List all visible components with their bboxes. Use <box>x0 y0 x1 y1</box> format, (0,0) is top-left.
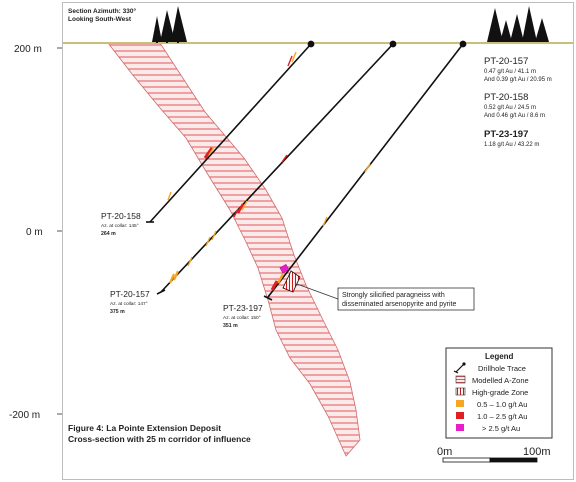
hole-depth: 375 m <box>110 309 125 315</box>
assay-low <box>206 237 210 246</box>
result-line: And 0.39 g/t Au / 20.95 m <box>484 77 552 83</box>
result-line: 1.18 g/t Au / 43.22 m <box>484 142 540 148</box>
drillhole-traces <box>146 41 466 300</box>
legend-zone-swatch <box>456 376 465 383</box>
legend-mid-swatch <box>456 412 464 419</box>
tree-icon <box>510 14 524 42</box>
y-tick-label: 200 m <box>14 44 42 55</box>
callout-line-2: disseminated arsenopyrite and pyrite <box>342 301 457 308</box>
legend-title: Legend <box>485 352 514 361</box>
legend-hg-swatch <box>456 388 465 395</box>
result-hole-name: PT-20-158 <box>484 92 529 103</box>
drillhole-collar <box>460 41 465 46</box>
result-hole-name: PT-23-197 <box>484 129 529 140</box>
figure-caption-subtitle: Cross-section with 25 m corridor of influence <box>68 434 251 444</box>
hole-azimuth: Az. at collar: 145° <box>101 224 139 229</box>
hole-depth: 264 m <box>101 231 116 237</box>
legend-label: > 2.5 g/t Au <box>482 424 521 433</box>
modelled-a-zone <box>108 43 360 456</box>
hole-depth: 351 m <box>223 323 238 329</box>
result-hole-name: PT-20-157 <box>484 56 529 67</box>
legend-low-swatch <box>456 400 464 407</box>
legend-label: Modelled A-Zone <box>472 376 529 385</box>
scale-bar-segment <box>490 458 537 462</box>
section-azimuth-label: Section Azimuth: 330° <box>68 8 137 15</box>
tree-icon-group-left <box>152 6 187 43</box>
y-axis <box>9 44 62 421</box>
hole-label-pt-20-157 <box>110 289 150 315</box>
hole-azimuth: Az. at collar: 147° <box>110 302 148 307</box>
tree-icon <box>535 18 549 42</box>
tree-icon <box>171 6 187 42</box>
tree-icon <box>487 8 503 42</box>
tree-icon <box>522 6 537 42</box>
legend-label: High-grade Zone <box>472 388 529 397</box>
result-line: 0.47 g/t Au / 41.1 m <box>484 69 537 75</box>
legend-label: 1.0 – 2.5 g/t Au <box>477 412 528 421</box>
drillhole-collar <box>308 41 313 46</box>
hole-name: PT-20-158 <box>101 211 141 221</box>
scale-end-label: 100m <box>523 446 551 458</box>
legend-label: 0.5 – 1.0 g/t Au <box>477 400 528 409</box>
tree-icon-group-right <box>487 6 549 42</box>
drillhole-end-tick <box>157 290 165 294</box>
drillhole-collar <box>390 41 395 46</box>
y-tick-label: -200 m <box>9 410 41 421</box>
legend <box>446 348 552 438</box>
legend-high-swatch <box>456 424 464 431</box>
assay-low <box>365 164 370 172</box>
hole-azimuth: Az. at collar: 150° <box>223 316 261 321</box>
result-line: 0.52 g/t Au / 24.5 m <box>484 105 537 111</box>
hole-label-pt-23-197 <box>223 303 263 329</box>
hole-name: PT-23-197 <box>223 303 263 313</box>
figure-caption-title: Figure 4: La Pointe Extension Deposit <box>68 423 222 433</box>
assay-low <box>212 231 216 240</box>
hole-label-pt-20-158 <box>101 211 141 237</box>
tree-icon <box>500 20 512 42</box>
scale-bar <box>437 446 551 462</box>
hole-name: PT-20-157 <box>110 289 150 299</box>
results-block <box>484 56 552 148</box>
y-tick-label: 0 m <box>26 227 43 238</box>
callout-line-1: Strongly silicified paragneiss with <box>342 292 445 299</box>
legend-label: Drillhole Trace <box>478 364 526 373</box>
scale-start-label: 0m <box>437 446 453 458</box>
scale-bar-segment <box>443 458 490 462</box>
looking-direction-label: Looking South-West <box>68 16 132 23</box>
result-line: And 0.46 g/t Au / 8.6 m <box>484 113 546 119</box>
